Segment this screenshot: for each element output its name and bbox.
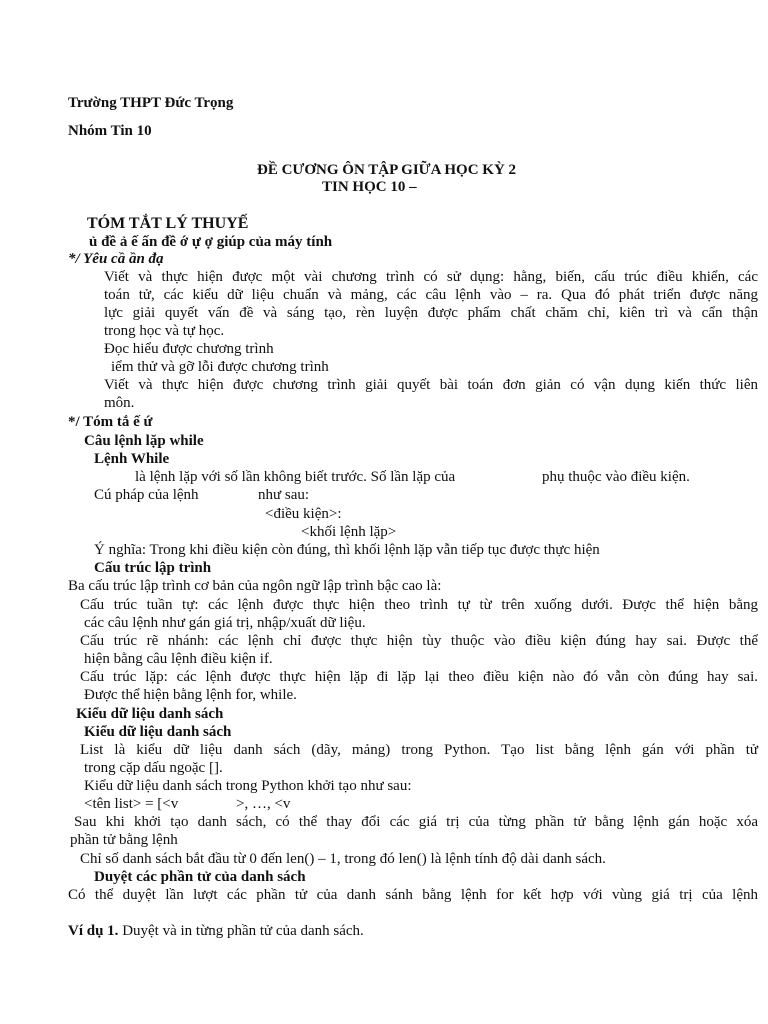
summary-label: */ Tóm tắ ế ứ <box>68 414 153 430</box>
iteration-heading: Duyệt các phần tử của danh sách <box>94 869 306 885</box>
topic-heading: ủ đề ả ế ấn đề ớ ự ợ giúp của máy tính <box>89 234 333 250</box>
requirements-paragraph-line: Viết và thực hiện được chương trình giải quyết bài toán đơn giản có vận dụng kiến thức liên <box>104 377 758 393</box>
iteration-paragraph: Có thể duyệt lần lượt các phần tử của danh sánh bằng lệnh for kết hợp với vùng giá trị của lệnh <box>68 887 758 903</box>
list-index-note: Chỉ số danh sách bắt đầu từ 0 đến len() – 1, trong đó len() là lệnh tính độ dài danh sách. <box>80 851 606 867</box>
list-paragraph-line: trong cặp dấu ngoặc []. <box>84 760 223 776</box>
syntax-label: Cú pháp của lệnh <box>94 487 199 503</box>
requirement-item: iểm thử và gỡ lỗi được chương trình <box>111 359 329 375</box>
structure-sequence-line: Cấu trúc tuần tự: các lệnh được thực hiện theo trình tự từ trên xuống dưới. Được thể hiện bằng <box>80 597 758 613</box>
syntax-condition: <điều kiện>: <box>265 506 342 522</box>
list-subheading: Kiểu dữ liệu danh sách <box>84 724 232 740</box>
example-label: Ví dụ 1. <box>68 923 119 939</box>
structure-branch-line: Cấu trúc rẽ nhánh: các lệnh chỉ được thực hiện tùy thuộc vào điều kiện đúng hay sai. Được thể <box>80 633 758 649</box>
requirements-paragraph-line: môn. <box>104 395 135 411</box>
structure-heading: Cấu trúc lập trình <box>94 560 212 576</box>
example-line <box>68 922 364 940</box>
requirements-paragraph-line: toán tử, các kiểu dữ liệu chuẩn và mảng, các câu lệnh vào – ra. Qua đó phát triển được năng <box>104 287 758 303</box>
requirements-paragraph-line: lực giải quyết vấn đề và sáng tạo, rèn luyện được phẩm chất chăm chỉ, kiên trì và cẩn thận <box>104 305 758 321</box>
requirements-paragraph-line: trong học và tự học. <box>104 323 225 339</box>
structure-sequence-line: các câu lệnh như gán giá trị, nhập/xuất dữ liệu. <box>84 615 366 631</box>
structure-loop-line: Được thể hiện bằng lệnh for, while. <box>84 687 297 703</box>
requirements-paragraph-line: Viết và thực hiện được một vài chương trình có sử dụng: hằng, biến, cấu trúc điều khiển, các <box>104 269 758 285</box>
section-heading: TÓM TẮT LÝ THUYẾ <box>87 215 249 232</box>
list-paragraph-line: Kiểu dữ liệu danh sách trong Python khởi tạo như sau: <box>84 778 412 794</box>
requirement-item: Đọc hiểu được chương trình <box>104 341 274 357</box>
list-paragraph-line: List là kiểu dữ liệu danh sách (dãy, mảng) trong Python. Tạo list bằng lệnh gán với phần tử <box>80 742 758 758</box>
list-syntax-tail: >, …, <v <box>236 796 291 812</box>
while-meaning: Ý nghĩa: Trong khi điều kiện còn đúng, thì khối lệnh lặp vẫn tiếp tục được thực hiện <box>94 542 600 558</box>
while-description-tail: phụ thuộc vào điều kiện. <box>542 469 690 485</box>
while-heading: Câu lệnh lặp while <box>84 433 204 449</box>
document-subtitle: TIN HỌC 10 – <box>322 179 417 195</box>
list-paragraph-line: phần tử bằng lệnh <box>70 832 178 848</box>
example-text: Duyệt và in từng phần tử của danh sách. <box>122 923 364 939</box>
structure-branch-line: hiện bằng câu lệnh điều kiện if. <box>84 651 273 667</box>
group-name: Nhóm Tin 10 <box>68 123 152 139</box>
syntax-block: <khối lệnh lặp> <box>301 524 397 540</box>
structure-loop-line: Cấu trúc lặp: các lệnh được thực hiện lặp đi lặp lại theo điều kiện nào đó vẫn còn đúng hay sai. <box>80 669 758 685</box>
syntax-label-tail: như sau: <box>258 487 310 503</box>
school-name: Trường THPT Đức Trọng <box>68 95 234 111</box>
list-heading: Kiểu dữ liệu danh sách <box>76 706 224 722</box>
document-title: ĐỀ CƯƠNG ÔN TẬP GIỮA HỌC KỲ 2 <box>257 162 517 178</box>
structure-intro: Ba cấu trúc lập trình cơ bản của ngôn ngữ lập trình bậc cao là: <box>68 578 442 594</box>
while-description: là lệnh lặp với số lần không biết trước. Số lần lặp của <box>135 469 456 485</box>
requirements-label: */ Yêu cầ ần đạ <box>68 251 164 267</box>
list-paragraph-line: Sau khi khởi tạo danh sách, có thể thay đổi các giá trị của từng phần tử bằng lệnh gán hoặc xóa <box>74 814 758 830</box>
list-syntax: <tên list> = [<v <box>84 796 179 812</box>
while-subheading: Lệnh While <box>94 451 170 467</box>
